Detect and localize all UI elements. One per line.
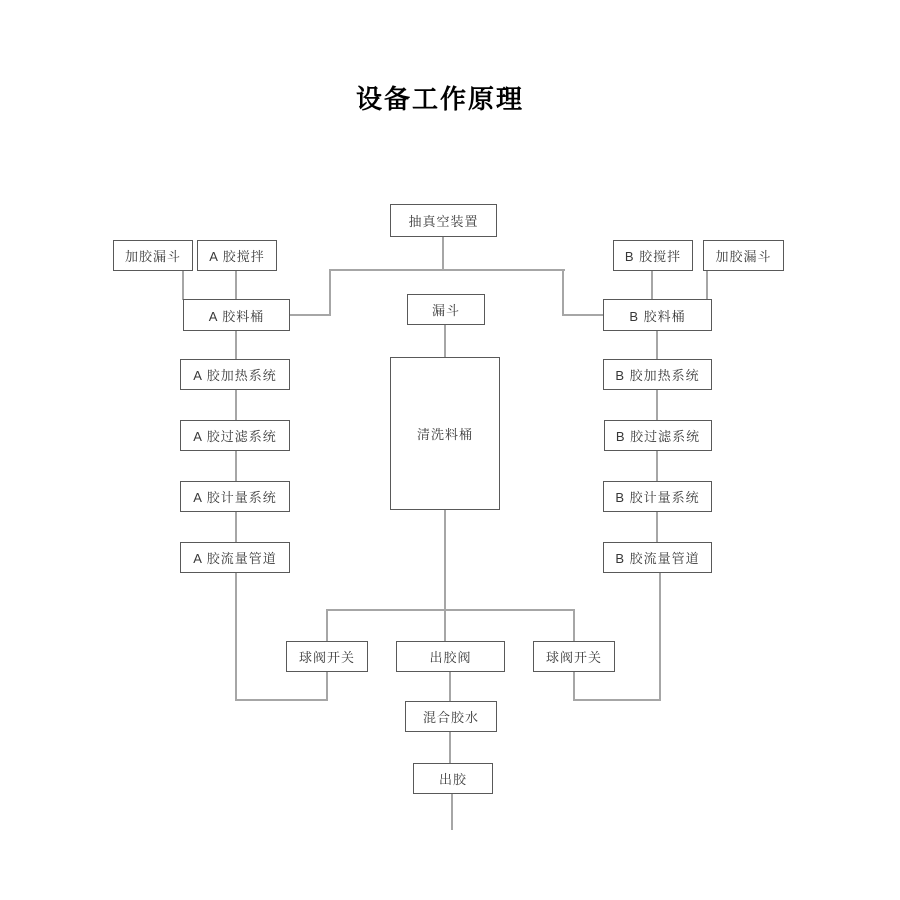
connector	[235, 331, 237, 360]
node-label: B 胶计量系统	[615, 490, 700, 505]
connector	[651, 270, 653, 300]
connector	[656, 331, 658, 360]
node-b-glue-stir	[613, 240, 693, 271]
node-label: 混合胶水	[422, 710, 479, 725]
node-ball-valve-right	[533, 641, 615, 672]
node-label: A 胶搅拌	[209, 249, 265, 264]
node-glue-outlet-valve	[396, 641, 505, 672]
connector	[182, 270, 184, 300]
node-label: 漏斗	[431, 303, 460, 318]
connector	[442, 237, 444, 270]
connector	[451, 794, 453, 830]
node-b-metering-system	[603, 481, 712, 512]
connector	[573, 672, 575, 700]
connector	[326, 610, 328, 641]
node-a-glue-bucket	[183, 299, 290, 331]
node-label: B 胶搅拌	[624, 249, 682, 264]
connector	[235, 451, 237, 482]
node-label: A 胶加热系统	[193, 368, 277, 383]
connector	[706, 270, 708, 300]
connector	[562, 314, 603, 316]
connector	[659, 573, 661, 701]
node-glue-funnel-left	[113, 240, 193, 271]
node-label: 球阀开关	[298, 650, 355, 665]
connector	[449, 732, 451, 763]
connector	[329, 269, 565, 271]
node-label: 加胶漏斗	[124, 249, 181, 264]
connector	[235, 390, 237, 421]
node-label: B 胶过滤系统	[615, 429, 701, 444]
connector	[573, 699, 661, 701]
node-b-filter-system	[604, 420, 712, 451]
node-label: B 胶加热系统	[615, 368, 700, 383]
connector	[326, 672, 328, 700]
node-b-heating-system	[603, 359, 712, 390]
connector	[656, 512, 658, 543]
connector	[290, 314, 331, 316]
node-a-flow-pipe	[180, 542, 290, 573]
node-b-flow-pipe	[603, 542, 712, 573]
node-mixed-glue	[405, 701, 497, 732]
connector	[573, 610, 575, 641]
node-label: 加胶漏斗	[715, 249, 772, 264]
node-label: 抽真空装置	[408, 214, 479, 229]
node-a-heating-system	[180, 359, 290, 390]
connector	[329, 270, 331, 315]
node-label: 清洗料桶	[416, 427, 473, 442]
node-label: 出胶阀	[429, 650, 472, 665]
node-label: A 胶计量系统	[193, 490, 277, 505]
node-cleaning-bucket	[390, 357, 500, 510]
node-b-glue-bucket	[603, 299, 712, 331]
connector	[444, 325, 446, 358]
node-ball-valve-left	[286, 641, 368, 672]
connector	[656, 451, 658, 482]
connector	[326, 609, 575, 611]
node-label: 球阀开关	[545, 650, 602, 665]
node-label: A 胶流量管道	[193, 551, 277, 566]
node-label: A 胶过滤系统	[193, 429, 277, 444]
connector	[449, 672, 451, 702]
node-label: 出胶	[438, 772, 467, 787]
connector	[562, 270, 564, 315]
node-glue-out	[413, 763, 493, 794]
node-a-filter-system	[180, 420, 290, 451]
node-label: B 胶料桶	[629, 308, 686, 324]
node-a-glue-stir	[197, 240, 277, 271]
connector	[235, 270, 237, 300]
node-a-metering-system	[180, 481, 290, 512]
node-vacuum-device	[390, 204, 497, 237]
page-title: 设备工作原理	[355, 84, 524, 114]
connector	[235, 573, 237, 701]
connector	[656, 390, 658, 421]
node-hopper	[407, 294, 485, 325]
node-label: B 胶流量管道	[615, 551, 700, 566]
connector	[235, 699, 328, 701]
connector	[235, 512, 237, 543]
node-label: A 胶料桶	[208, 308, 265, 324]
connector	[444, 510, 446, 641]
node-glue-funnel-right	[703, 240, 784, 271]
